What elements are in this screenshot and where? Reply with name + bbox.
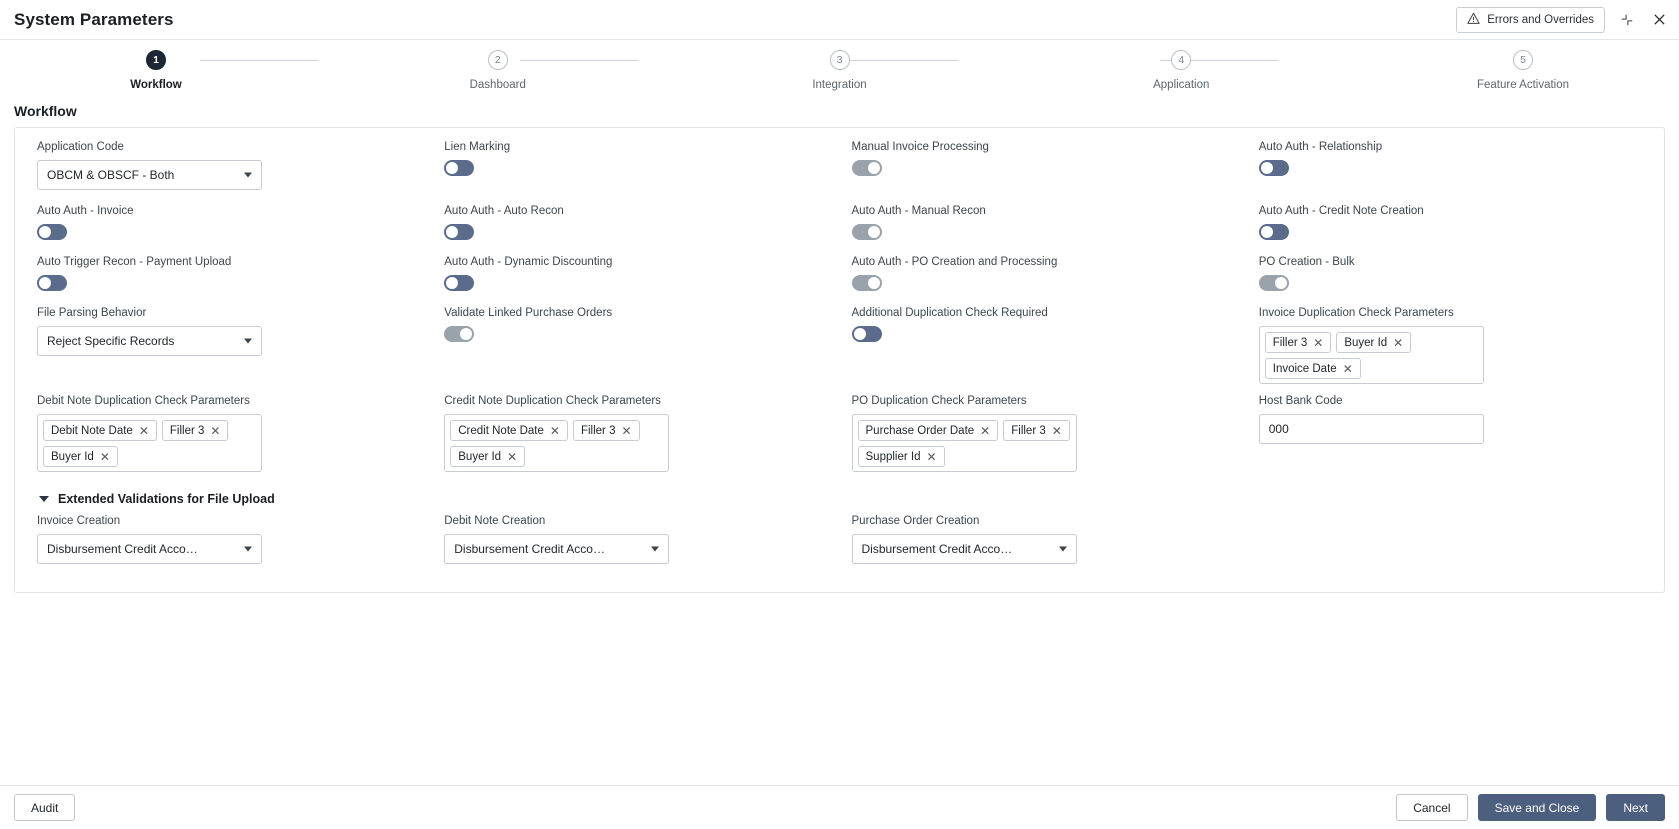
form-row-2 (25, 204, 1654, 255)
po-creation-bulk-toggle[interactable] (1259, 275, 1289, 291)
field-auto-auth-po-creation-processing (840, 255, 1247, 306)
step-workflow[interactable] (96, 50, 216, 91)
file-parsing-behavior-select[interactable] (37, 326, 262, 356)
step-connector-1 (200, 60, 319, 61)
chevron-down-icon (244, 339, 252, 344)
field-auto-auth-manual-recon (840, 204, 1247, 255)
chip-remove-icon[interactable]: ✕ (99, 449, 110, 464)
wizard-stepper (0, 40, 1679, 97)
chip-label: Debit Note Date (51, 424, 133, 437)
purchase-order-creation-value: Disbursement Credit Acco… (861, 542, 1013, 556)
invoice-creation-select[interactable] (37, 534, 262, 564)
window-titlebar (0, 0, 1679, 40)
step-integration-label: Integration (812, 79, 867, 91)
po-creation-bulk-label: PO Creation - Bulk (1258, 256, 1355, 268)
purchase-order-creation-select[interactable] (852, 534, 1077, 564)
field-po-duplication-check-parameters (840, 394, 1247, 482)
invoice-creation-label: Invoice Creation (37, 515, 121, 527)
field-file-parsing-behavior (25, 306, 432, 394)
footer-actions (1396, 794, 1665, 821)
step-application-label: Application (1153, 79, 1210, 91)
auto-auth-auto-recon-toggle[interactable] (444, 224, 474, 240)
chip-label: Filler 3 (169, 424, 205, 437)
field-validate-linked-purchase-orders (432, 306, 839, 394)
auto-auth-relationship-label: Auto Auth - Relationship (1258, 141, 1383, 153)
lien-marking-label: Lien Marking (444, 141, 511, 153)
field-auto-auth-credit-note-creation (1247, 204, 1654, 255)
form-row-6-spacer (1247, 514, 1654, 574)
next-button[interactable]: Next (1606, 794, 1665, 821)
step-workflow-label: Workflow (130, 79, 182, 91)
auto-trigger-recon-payment-upload-label: Auto Trigger Recon - Payment Upload (37, 256, 232, 268)
po-duplication-check-parameters-chipbox[interactable] (852, 414, 1077, 472)
chip-label: Invoice Date (1272, 362, 1337, 375)
field-application-code (25, 140, 432, 200)
chip-remove-icon[interactable]: ✕ (210, 423, 221, 438)
po-duplication-check-parameters-label: PO Duplication Check Parameters (851, 395, 1027, 407)
additional-duplication-check-required-toggle[interactable] (852, 326, 882, 342)
step-dashboard[interactable] (438, 50, 558, 91)
form-row-1 (25, 140, 1654, 200)
chip-remove-icon[interactable]: ✕ (507, 449, 518, 464)
auto-trigger-recon-payment-upload-toggle[interactable] (37, 275, 67, 291)
chevron-down-icon (244, 547, 252, 552)
field-manual-invoice-processing (840, 140, 1247, 200)
chip[interactable] (858, 420, 999, 441)
chip-remove-icon[interactable]: ✕ (621, 423, 632, 438)
debit-note-duplication-check-parameters-label: Debit Note Duplication Check Parameters (37, 395, 250, 407)
debit-note-creation-value: Disbursement Credit Acco… (454, 542, 605, 556)
field-credit-note-duplication-check-parameters (432, 394, 839, 482)
host-bank-code-label: Host Bank Code (1258, 395, 1343, 407)
field-invoice-creation (25, 514, 432, 574)
chip-remove-icon[interactable]: ✕ (1313, 335, 1324, 350)
field-auto-auth-relationship (1247, 140, 1654, 200)
titlebar-actions (1456, 7, 1669, 33)
form-row-3 (25, 255, 1654, 306)
chip[interactable] (162, 420, 229, 441)
field-host-bank-code (1247, 394, 1654, 482)
warning-triangle-icon (1467, 12, 1480, 28)
chip[interactable] (1003, 420, 1070, 441)
chip-label: Purchase Order Date (865, 424, 975, 437)
audit-button[interactable]: Audit (14, 794, 75, 821)
errors-and-overrides-label: Errors and Overrides (1487, 13, 1594, 26)
application-code-select[interactable] (37, 160, 262, 190)
chip[interactable] (1265, 332, 1332, 353)
additional-duplication-check-required-label: Additional Duplication Check Required (851, 307, 1048, 319)
invoice-duplication-check-parameters-label: Invoice Duplication Check Parameters (1258, 307, 1454, 319)
debit-note-duplication-check-parameters-chipbox[interactable] (37, 414, 262, 472)
cancel-button[interactable]: Cancel (1396, 794, 1467, 821)
chip-label: Supplier Id (865, 450, 921, 463)
validate-linked-purchase-orders-label: Validate Linked Purchase Orders (444, 307, 613, 319)
chip[interactable] (43, 446, 118, 467)
errors-and-overrides-button[interactable] (1456, 7, 1605, 33)
field-debit-note-duplication-check-parameters (25, 394, 432, 482)
step-dashboard-number: 2 (488, 50, 508, 70)
extended-validations-accordion[interactable] (25, 482, 1654, 514)
invoice-creation-value: Disbursement Credit Acco… (47, 542, 198, 556)
application-code-value: OBCM & OBSCF - Both (47, 168, 175, 182)
auto-auth-manual-recon-label: Auto Auth - Manual Recon (851, 205, 986, 217)
chip-remove-icon[interactable]: ✕ (1051, 423, 1062, 438)
field-po-creation-bulk (1247, 255, 1654, 306)
manual-invoice-processing-toggle[interactable] (852, 160, 882, 176)
auto-auth-relationship-toggle[interactable] (1259, 160, 1289, 176)
chip-label: Buyer Id (1344, 336, 1388, 349)
chip-remove-icon[interactable]: ✕ (1342, 361, 1353, 376)
chip[interactable] (858, 446, 945, 467)
chip-label: Filler 3 (1011, 424, 1046, 437)
chip-remove-icon[interactable]: ✕ (980, 423, 991, 438)
step-integration-number: 3 (830, 50, 850, 70)
auto-auth-po-creation-processing-toggle[interactable] (852, 275, 882, 291)
minimize-icon[interactable] (1617, 10, 1637, 30)
chip[interactable] (43, 420, 157, 441)
chip-remove-icon[interactable]: ✕ (1393, 335, 1404, 350)
validate-linked-purchase-orders-toggle[interactable] (444, 326, 474, 342)
page-title: System Parameters (14, 9, 174, 29)
chevron-down-icon (1059, 547, 1067, 552)
manual-invoice-processing-label: Manual Invoice Processing (851, 141, 989, 153)
form-row-6 (25, 514, 1654, 574)
debit-note-creation-select[interactable] (444, 534, 669, 564)
auto-auth-credit-note-creation-toggle[interactable] (1259, 224, 1289, 240)
chip[interactable] (450, 446, 525, 467)
host-bank-code-input[interactable] (1259, 414, 1484, 444)
chip-label: Buyer Id (51, 450, 94, 463)
field-invoice-duplication-check-parameters (1247, 306, 1654, 394)
chip-remove-icon[interactable]: ✕ (549, 423, 560, 438)
form-row-5 (25, 394, 1654, 482)
step-feature-activation-label: Feature Activation (1476, 79, 1570, 91)
section-title: Workflow (14, 103, 77, 119)
auto-auth-auto-recon-label: Auto Auth - Auto Recon (444, 205, 564, 217)
file-parsing-behavior-value: Reject Specific Records (47, 334, 175, 348)
credit-note-duplication-check-parameters-label: Credit Note Duplication Check Parameters (444, 395, 661, 407)
chip[interactable] (573, 420, 640, 441)
step-application-number: 4 (1171, 50, 1191, 70)
chevron-down-icon (651, 547, 659, 552)
chip-remove-icon[interactable]: ✕ (138, 423, 149, 438)
chip[interactable] (1265, 358, 1361, 379)
auto-auth-manual-recon-toggle[interactable] (852, 224, 882, 240)
field-auto-auth-invoice (25, 204, 432, 255)
auto-auth-invoice-toggle[interactable] (37, 224, 67, 240)
window-footer (0, 785, 1679, 829)
chip[interactable] (1336, 332, 1411, 353)
step-feature-activation-number: 5 (1513, 50, 1533, 70)
chevron-down-icon (244, 173, 252, 178)
field-lien-marking (432, 140, 839, 200)
application-code-label: Application Code (37, 141, 124, 153)
field-auto-auth-dynamic-discounting (432, 255, 839, 306)
auto-auth-credit-note-creation-label: Auto Auth - Credit Note Creation (1258, 205, 1424, 217)
chip[interactable] (450, 420, 568, 441)
lien-marking-toggle[interactable] (444, 160, 474, 176)
field-debit-note-creation (432, 514, 839, 574)
chevron-down-icon (39, 496, 49, 502)
debit-note-creation-label: Debit Note Creation (444, 515, 546, 527)
auto-auth-dynamic-discounting-label: Auto Auth - Dynamic Discounting (444, 256, 613, 268)
credit-note-duplication-check-parameters-chipbox[interactable] (444, 414, 669, 472)
chip-remove-icon[interactable]: ✕ (926, 449, 937, 464)
chip-label: Credit Note Date (458, 424, 544, 437)
step-application[interactable] (1121, 50, 1241, 91)
invoice-duplication-check-parameters-chipbox[interactable] (1259, 326, 1484, 384)
form-row-4 (25, 306, 1654, 394)
field-auto-auth-auto-recon (432, 204, 839, 255)
auto-auth-invoice-label: Auto Auth - Invoice (37, 205, 134, 217)
file-parsing-behavior-label: File Parsing Behavior (37, 307, 147, 319)
window-body (0, 40, 1679, 829)
step-integration[interactable] (780, 50, 900, 91)
auto-auth-po-creation-processing-label: Auto Auth - PO Creation and Processing (851, 256, 1058, 268)
chip-label: Filler 3 (580, 424, 616, 437)
auto-auth-dynamic-discounting-toggle[interactable] (444, 275, 474, 291)
step-feature-activation[interactable] (1463, 50, 1583, 91)
purchase-order-creation-label: Purchase Order Creation (851, 515, 980, 527)
close-icon[interactable] (1649, 10, 1669, 30)
chip-label: Buyer Id (458, 450, 502, 463)
field-auto-trigger-recon-payment-upload (25, 255, 432, 306)
save-and-close-button[interactable]: Save and Close (1478, 794, 1597, 821)
field-additional-duplication-check-required (840, 306, 1247, 394)
chip-label: Filler 3 (1272, 336, 1308, 349)
field-purchase-order-creation (840, 514, 1247, 574)
step-workflow-number: 1 (146, 50, 166, 70)
step-dashboard-label: Dashboard (469, 79, 526, 91)
extended-validations-label: Extended Validations for File Upload (58, 492, 275, 506)
workflow-form-panel (14, 127, 1665, 593)
